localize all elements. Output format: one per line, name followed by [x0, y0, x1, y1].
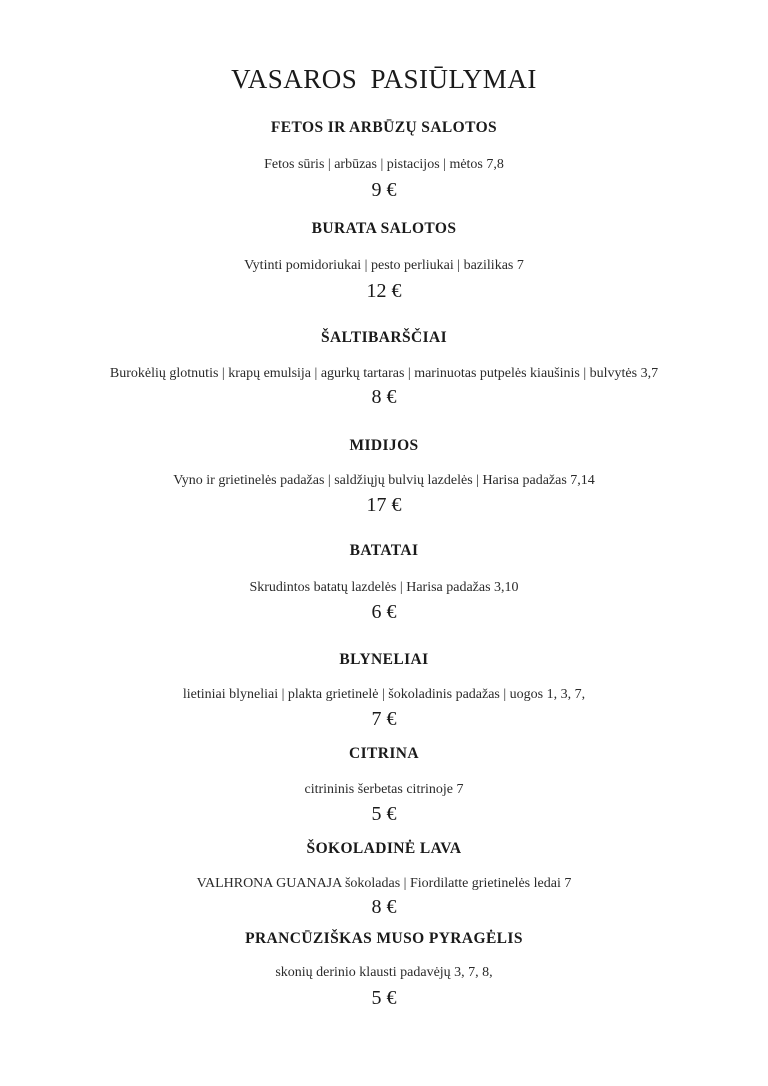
- item-name: PRANCŪZIŠKAS MUSO PYRAGĖLIS: [245, 930, 523, 947]
- item-price: 8 €: [371, 896, 397, 918]
- item-description: Skrudintos batatų lazdelės | Harisa padažas 3,10: [249, 580, 519, 595]
- item-price: 12 €: [366, 280, 402, 302]
- item-name: BURATA SALOTOS: [311, 220, 457, 237]
- menu-title: VASAROS PASIŪLYMAI: [231, 64, 537, 94]
- item-name: MIDIJOS: [349, 437, 419, 454]
- item-description: Vytinti pomidoriukai | pesto perliukai | bazilikas 7: [244, 258, 524, 273]
- item-price: 5 €: [371, 987, 397, 1009]
- item-name: BLYNELIAI: [339, 651, 429, 668]
- item-price: 5 €: [371, 803, 397, 825]
- item-name: ŠOKOLADINĖ LAVA: [306, 840, 462, 857]
- item-description: lietiniai blyneliai | plakta grietinelė | šokoladinis padažas | uogos 1, 3, 7,: [182, 687, 586, 702]
- item-description: skonių derinio klausti padavėjų 3, 7, 8,: [275, 965, 493, 980]
- item-name: FETOS IR ARBŪZŲ SALOTOS: [270, 119, 498, 136]
- item-price: 8 €: [371, 386, 397, 408]
- item-description: Vyno ir grietinelės padažas | saldžiųjų bulvių lazdelės | Harisa padažas 7,14: [173, 473, 595, 488]
- item-name: BATATAI: [349, 542, 419, 559]
- item-description: citrininis šerbetas citrinoje 7: [304, 782, 464, 797]
- item-name: CITRINA: [349, 745, 419, 762]
- item-description: Fetos sūris | arbūzas | pistacijos | mėtos 7,8: [264, 157, 504, 172]
- item-name: ŠALTIBARŠČIAI: [320, 329, 448, 346]
- item-price: 7 €: [371, 708, 397, 730]
- item-price: 9 €: [371, 179, 397, 201]
- item-description: VALHRONA GUANAJA šokoladas | Fiordilatte grietinelės ledai 7: [196, 876, 572, 891]
- item-price: 6 €: [371, 601, 397, 623]
- item-description: Burokėlių glotnutis | krapų emulsija | agurkų tartaras | marinuotas putpelės kiaušinis | bulvytės 3,7: [109, 366, 659, 381]
- item-price: 17 €: [366, 494, 402, 516]
